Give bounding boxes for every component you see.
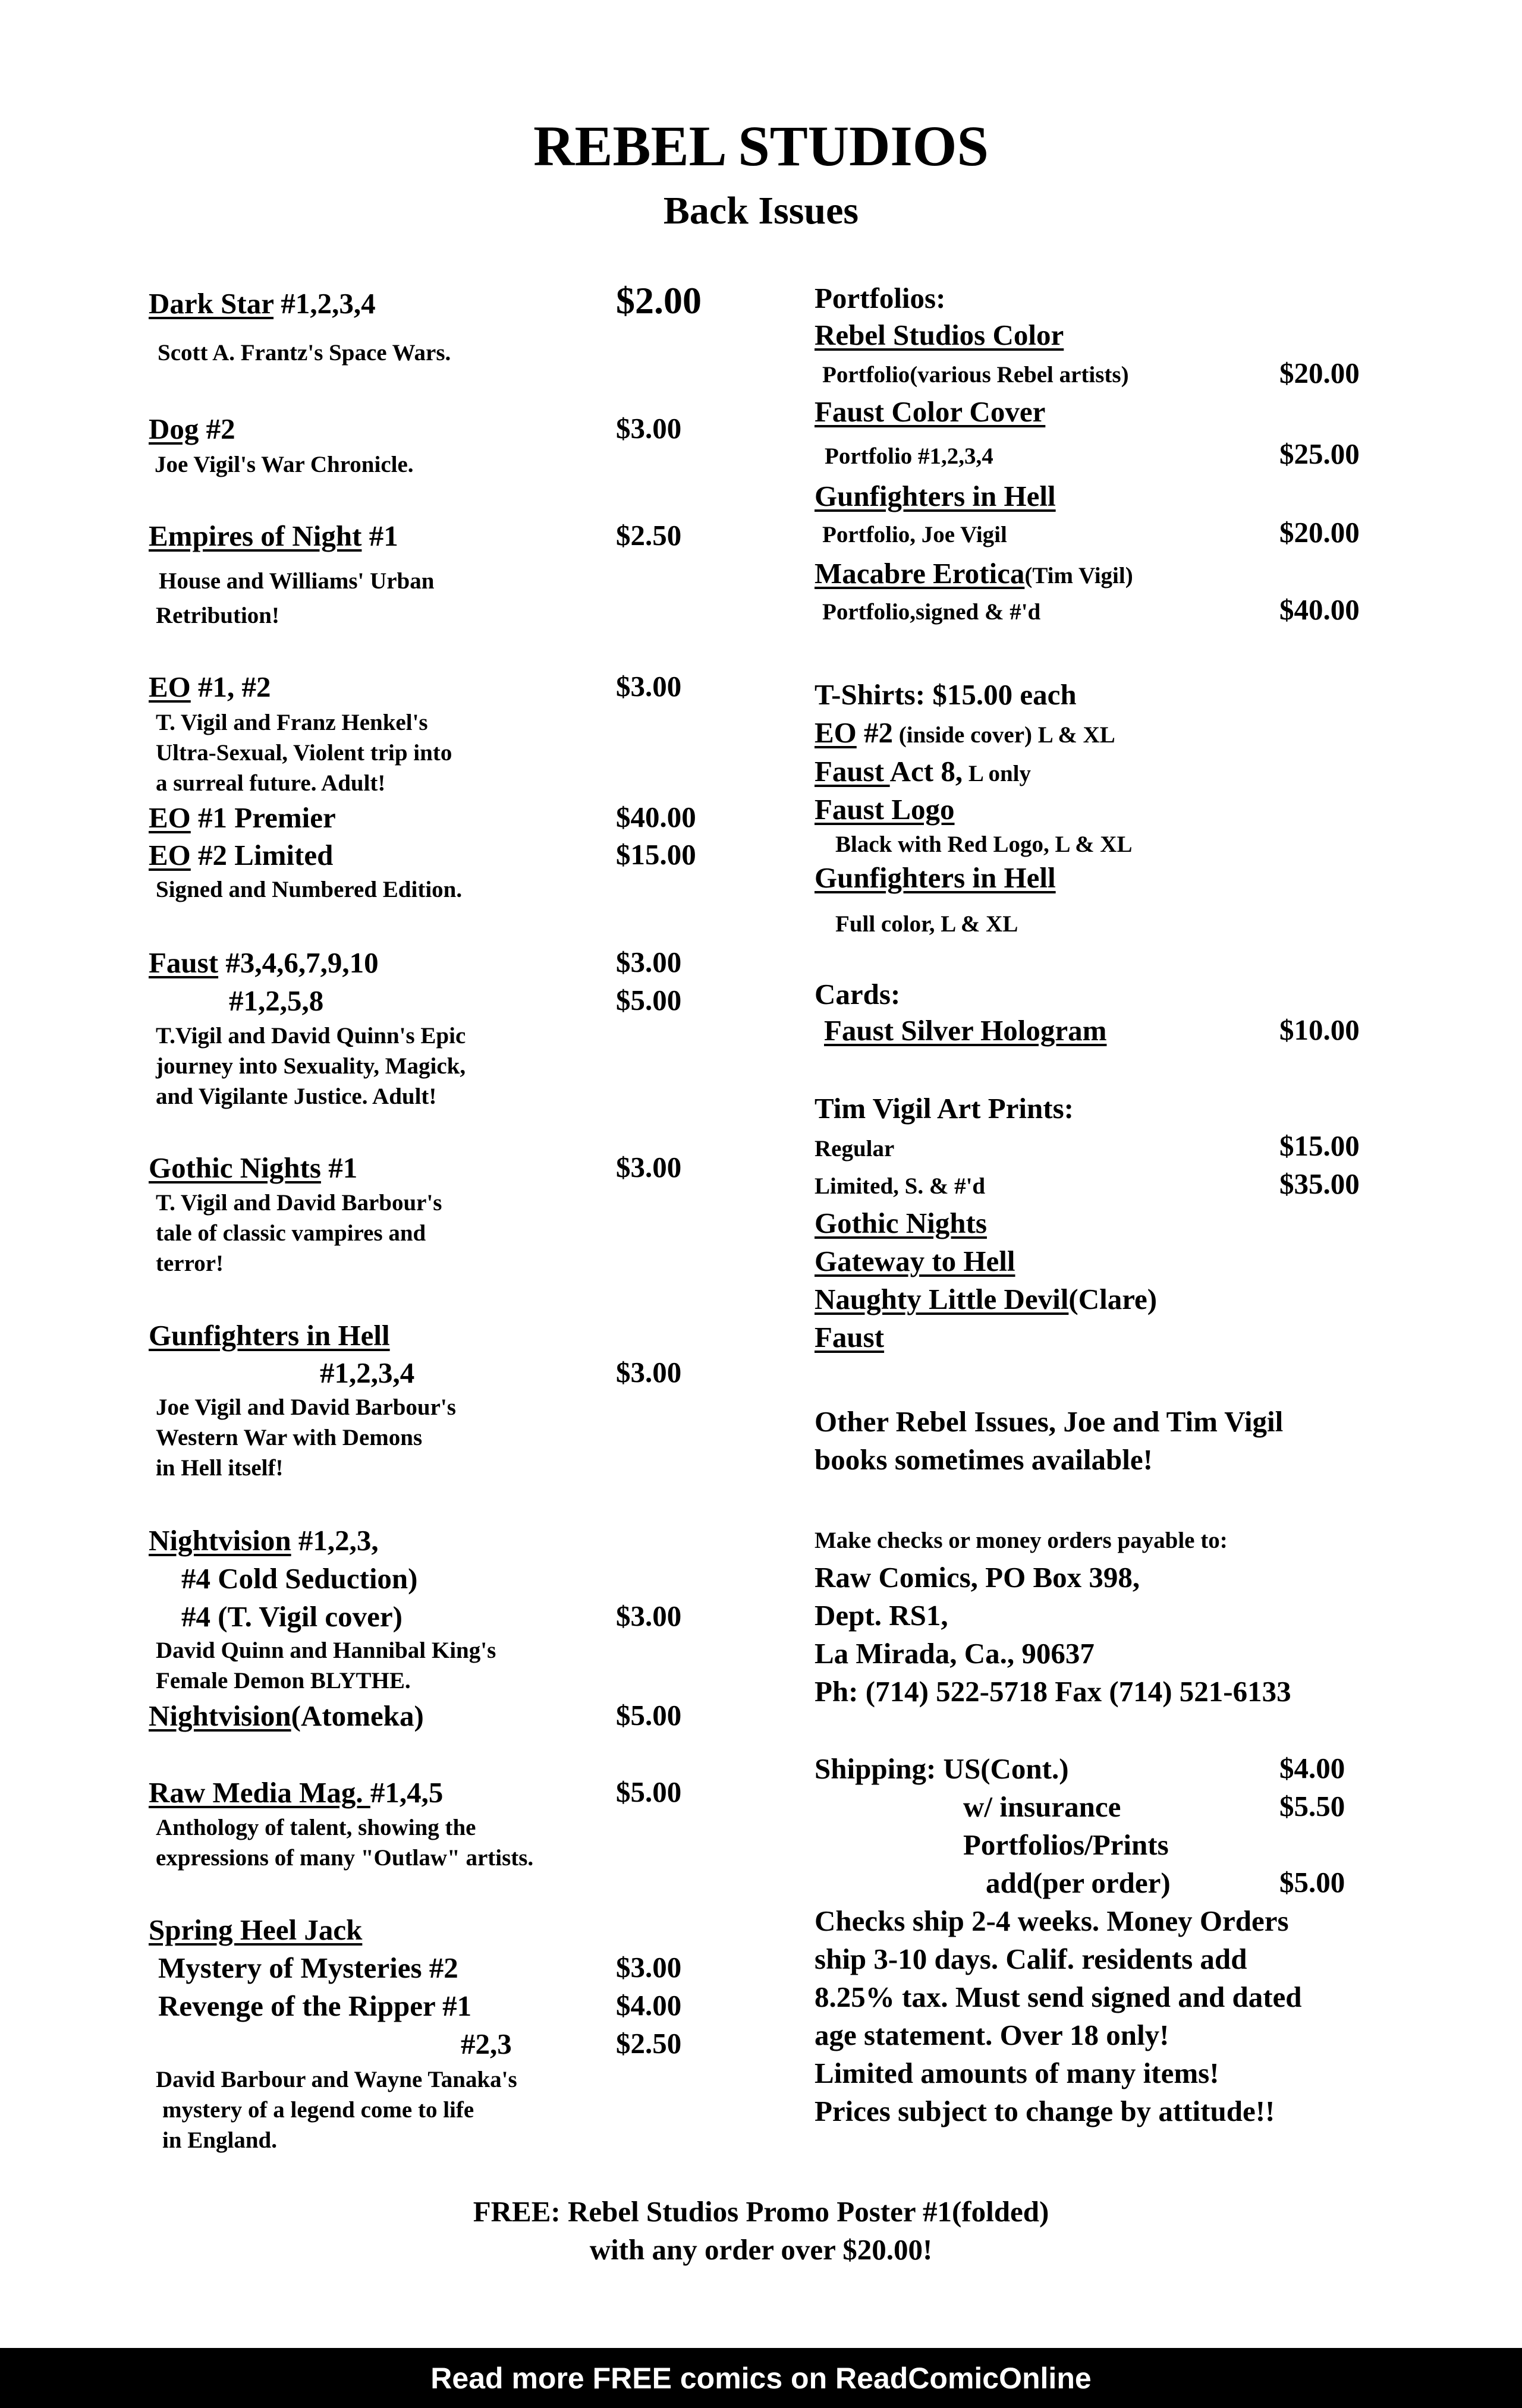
eo-desc-2: Ultra-Sexual, Violent trip into — [156, 740, 452, 766]
dog-desc: Joe Vigil's War Chronicle. — [155, 452, 414, 477]
darkstar-issues: #1,2,3,4 — [273, 287, 376, 320]
portfolio-4-extra: (Tim Vigil) — [1024, 563, 1133, 588]
springheel-price-1: $3.00 — [616, 1951, 682, 1984]
portfolio-2-price: $25.00 — [1279, 437, 1360, 470]
nightvision-title: Nightvision — [149, 1524, 291, 1557]
free-offer-line-2: with any order over $20.00! — [589, 2233, 933, 2266]
tshirt-1-small: (inside cover) L & XL — [893, 722, 1115, 748]
tshirt-1-rest: #2 — [856, 716, 894, 749]
portfolio-4-price: $40.00 — [1279, 593, 1360, 626]
gunfighters-desc-3: in Hell itself! — [156, 1455, 284, 1481]
shipping-label: Shipping: US(Cont.) — [815, 1752, 1069, 1785]
faust-desc-2: journey into Sexuality, Magick, — [156, 1053, 466, 1079]
shipping-note-3: 8.25% tax. Must send signed and dated — [815, 1981, 1302, 2013]
gothic-issues: #1 — [320, 1151, 358, 1184]
prints-regular: Regular — [815, 1136, 895, 1161]
order-phone-fax: Ph: (714) 522-5718 Fax (714) 521-6133 — [815, 1675, 1291, 1708]
faust-price-2: $5.00 — [616, 984, 682, 1016]
empires-desc-2: Retribution! — [156, 603, 279, 628]
eo-premier-title: EO — [149, 801, 191, 834]
eo-limited-title: EO — [149, 839, 191, 871]
gunfighters-price: $3.00 — [616, 1356, 682, 1389]
rawmedia-desc-2: expressions of many "Outlaw" artists. — [156, 1845, 534, 1871]
shipping-portfolios-label: Portfolios/Prints — [963, 1828, 1169, 1861]
order-line-3: La Mirada, Ca., 90637 — [815, 1637, 1095, 1670]
shipping-note-6: Prices subject to change by attitude!! — [815, 2095, 1275, 2127]
portfolios-heading: Portfolios: — [815, 282, 946, 314]
prints-heading: Tim Vigil Art Prints: — [815, 1092, 1074, 1125]
faust-desc-3: and Vigilante Justice. Adult! — [156, 1084, 437, 1109]
tshirt-2-small: L only — [963, 761, 1031, 786]
rawmedia-price: $5.00 — [616, 1776, 682, 1808]
gothic-line — [149, 1153, 357, 1182]
other-line-1: Other Rebel Issues, Joe and Tim Vigil — [815, 1405, 1284, 1438]
gothic-desc-1: T. Vigil and David Barbour's — [156, 1190, 442, 1216]
dog-price: $3.00 — [616, 412, 682, 445]
prints-limited-price: $35.00 — [1279, 1167, 1360, 1200]
eo-limited-desc: Signed and Numbered Edition. — [156, 877, 463, 902]
rawmedia-title: Raw Media Mag. — [149, 1776, 370, 1809]
portfolio-3-desc: Portfolio, Joe Vigil — [822, 522, 1007, 547]
print-gothic-nights: Gothic Nights — [815, 1207, 987, 1239]
shipping-note-2: ship 3-10 days. Calif. residents add — [815, 1943, 1247, 1975]
springheel-desc-2: mystery of a legend come to life — [162, 2097, 474, 2123]
empires-price: $2.50 — [616, 519, 682, 552]
darkstar-line — [149, 289, 376, 318]
portfolio-1-desc: Portfolio(various Rebel artists) — [822, 362, 1129, 388]
print-naughty-line — [815, 1285, 1157, 1314]
tshirt-2-title: Faust — [815, 755, 890, 788]
shipping-add-price: $5.00 — [1279, 1866, 1345, 1899]
springheel-line-2: Revenge of the Ripper #1 — [158, 1990, 472, 2022]
nightvision-atomeka-title: Nightvision — [149, 1699, 291, 1732]
tshirt-3-desc: Black with Red Logo, L & XL — [835, 832, 1133, 857]
springheel-line-1: Mystery of Mysteries #2 — [158, 1951, 458, 1984]
eo-desc-1: T. Vigil and Franz Henkel's — [156, 710, 428, 735]
faust-price-1: $3.00 — [616, 946, 682, 978]
prints-limited: Limited, S. & #'d — [815, 1173, 986, 1199]
faust-title: Faust — [149, 946, 219, 979]
portfolio-2-title: Faust Color Cover — [815, 395, 1046, 428]
nightvision-atomeka-rest: (Atomeka) — [291, 1699, 424, 1732]
darkstar-title: Dark Star — [149, 287, 274, 320]
shipping-us-price: $4.00 — [1279, 1752, 1345, 1784]
page-subtitle: Back Issues — [663, 189, 859, 232]
nightvision-line-3: #4 (T. Vigil cover) — [181, 1600, 402, 1633]
faust-desc-1: T.Vigil and David Quinn's Epic — [156, 1023, 466, 1049]
faust-issues-2: #1,2,5,8 — [229, 984, 324, 1017]
gunfighters-desc-2: Western War with Demons — [156, 1425, 423, 1450]
other-line-2: books sometimes available! — [815, 1443, 1153, 1476]
portfolio-4-title: Macabre Erotica — [815, 557, 1025, 590]
portfolio-1-title: Rebel Studios Color — [815, 319, 1064, 351]
tshirt-2-rest: Act 8, — [889, 755, 963, 788]
eo-issues: #1, #2 — [190, 671, 271, 703]
portfolio-2-desc: Portfolio #1,2,3,4 — [825, 443, 993, 469]
free-offer-line-1: FREE: Rebel Studios Promo Poster #1(folded) — [473, 2195, 1049, 2228]
eo-limited-rest: #2 Limited — [190, 839, 334, 871]
darkstar-desc: Scott A. Frantz's Space Wars. — [158, 340, 451, 366]
darkstar-price: $2.00 — [616, 279, 702, 322]
print-faust: Faust — [815, 1321, 885, 1353]
eo-limited-price: $15.00 — [616, 838, 696, 871]
tshirt-1-title: EO — [815, 716, 857, 749]
portfolio-1-price: $20.00 — [1279, 357, 1360, 389]
empires-desc-1: House and Williams' Urban — [159, 568, 435, 594]
nightvision-atomeka-price: $5.00 — [616, 1699, 682, 1732]
gunfighters-title: Gunfighters in Hell — [149, 1319, 390, 1352]
tshirt-4-desc: Full color, L & XL — [835, 911, 1018, 937]
gunfighters-issues: #1,2,3,4 — [320, 1356, 415, 1389]
dog-line — [149, 414, 235, 443]
portfolio-3-price: $20.00 — [1279, 516, 1360, 549]
eo-title: EO — [149, 671, 191, 703]
footer-banner[interactable] — [0, 2348, 1522, 2408]
gunfighters-line — [149, 1321, 390, 1350]
gothic-title: Gothic Nights — [149, 1151, 321, 1184]
order-intro: Make checks or money orders payable to: — [815, 1528, 1228, 1553]
eo-line — [149, 672, 271, 701]
dog-title: Dog — [149, 413, 199, 445]
portfolio-4-line — [815, 559, 1133, 588]
tshirts-heading: T-Shirts: $15.00 each — [815, 678, 1077, 711]
eo-limited-line — [149, 841, 333, 870]
prints-regular-price: $15.00 — [1279, 1129, 1360, 1162]
portfolio-3-title: Gunfighters in Hell — [815, 480, 1056, 512]
eo-premier-line — [149, 803, 336, 832]
springheel-desc-3: in England. — [162, 2127, 277, 2153]
gothic-desc-2: tale of classic vampires and — [156, 1220, 426, 1246]
rawmedia-desc-1: Anthology of talent, showing the — [156, 1815, 476, 1840]
footer-link[interactable]: Read more FREE comics on ReadComicOnline — [430, 2361, 1092, 2395]
card-1-price: $10.00 — [1279, 1013, 1360, 1046]
nightvision-line-2: #4 Cold Seduction) — [181, 1562, 418, 1595]
print-naughty-title: Naughty Little Devil — [815, 1283, 1069, 1315]
empires-issues: #1 — [361, 520, 398, 552]
eo-desc-3: a surreal future. Adult! — [156, 770, 386, 796]
shipping-note-5: Limited amounts of many items! — [815, 2057, 1219, 2089]
nightvision-desc-1: David Quinn and Hannibal King's — [156, 1638, 496, 1663]
tshirt-1-line — [815, 718, 1115, 747]
springheel-desc-1: David Barbour and Wayne Tanaka's — [156, 2067, 517, 2092]
springheel-price-3: $2.50 — [616, 2027, 682, 2060]
empires-title: Empires of Night — [149, 520, 362, 552]
print-naughty-extra: (Clare) — [1068, 1283, 1158, 1315]
shipping-note-1: Checks ship 2-4 weeks. Money Orders — [815, 1905, 1289, 1937]
shipping-note-4: age statement. Over 18 only! — [815, 2019, 1169, 2051]
nightvision-line-1 — [149, 1526, 379, 1555]
portfolio-4-desc: Portfolio,signed & #'d — [822, 599, 1041, 625]
faust-line-1 — [149, 948, 379, 977]
springheel-line-3: #2,3 — [461, 2028, 512, 2060]
faust-issues-1: #3,4,6,7,9,10 — [218, 946, 379, 979]
empires-line — [149, 521, 398, 550]
cards-heading: Cards: — [815, 978, 901, 1011]
shipping-insurance-label: w/ insurance — [963, 1790, 1121, 1823]
tshirt-4-title: Gunfighters in Hell — [815, 861, 1056, 894]
nightvision-issues: #1,2,3, — [291, 1524, 379, 1557]
eo-premier-price: $40.00 — [616, 801, 696, 833]
card-1-title: Faust Silver Hologram — [824, 1014, 1107, 1047]
order-line-2: Dept. RS1, — [815, 1599, 948, 1632]
shipping-insurance-price: $5.50 — [1279, 1790, 1345, 1822]
springheel-title: Spring Heel Jack — [149, 1913, 363, 1946]
print-gateway-to-hell: Gateway to Hell — [815, 1245, 1015, 1277]
rawmedia-line — [149, 1778, 443, 1807]
springheel-price-2: $4.00 — [616, 1989, 682, 2022]
nightvision-price: $3.00 — [616, 1600, 682, 1632]
gunfighters-desc-1: Joe Vigil and David Barbour's — [156, 1395, 456, 1420]
page-title: REBEL STUDIOS — [533, 114, 989, 178]
eo-price: $3.00 — [616, 670, 682, 703]
gothic-price: $3.00 — [616, 1151, 682, 1183]
springheel-line — [149, 1915, 362, 1944]
order-line-1: Raw Comics, PO Box 398, — [815, 1561, 1140, 1594]
shipping-add-label: add(per order) — [986, 1866, 1171, 1899]
tshirt-2-line — [815, 757, 1031, 786]
dog-issues: #2 — [199, 413, 235, 445]
nightvision-atomeka-line — [149, 1701, 424, 1730]
rawmedia-issues: #1,4,5 — [370, 1776, 444, 1809]
tshirt-3-title: Faust Logo — [815, 793, 955, 826]
gothic-desc-3: terror! — [156, 1251, 224, 1276]
eo-premier-rest: #1 Premier — [190, 801, 336, 834]
nightvision-desc-2: Female Demon BLYTHE. — [156, 1668, 411, 1694]
